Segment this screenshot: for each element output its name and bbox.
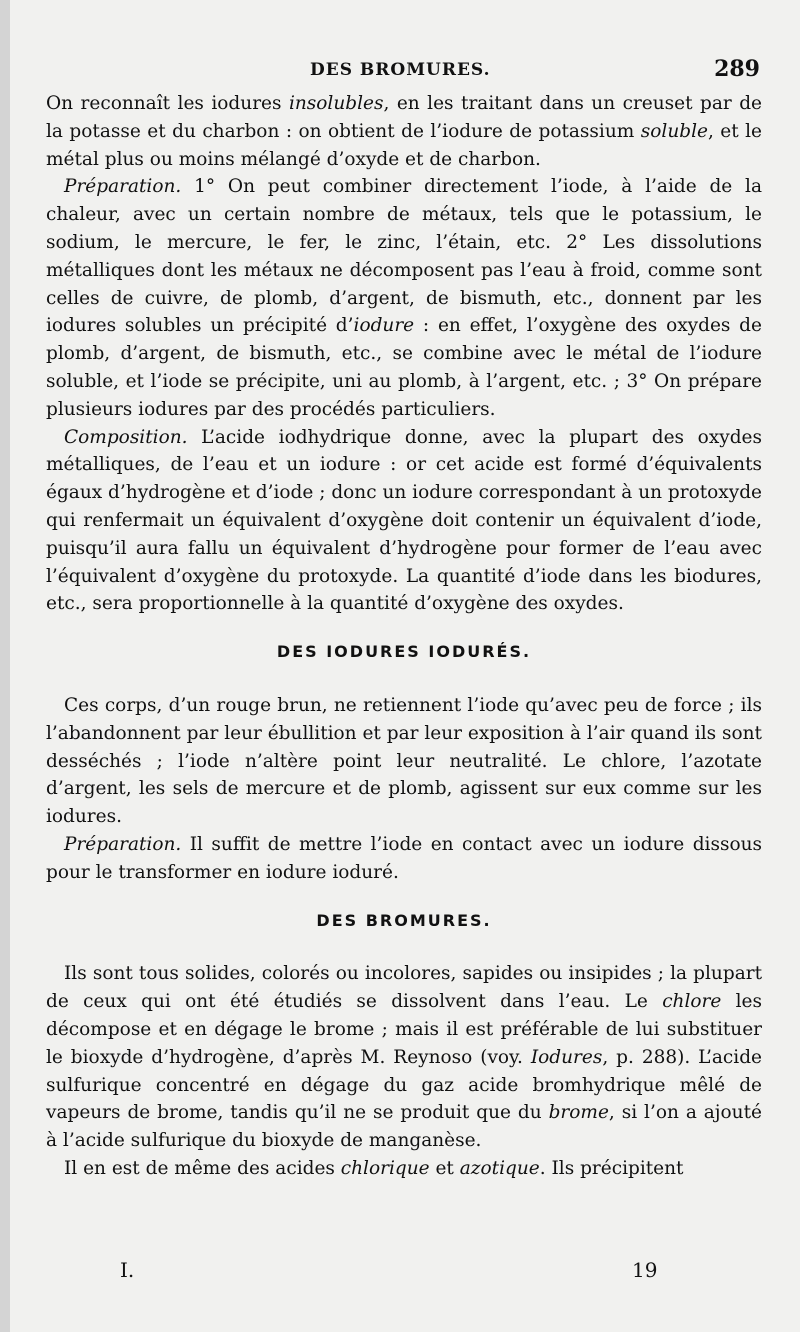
book-page (10, 0, 800, 1332)
paragraph-bromures-acids: Il en est de même des acides chlorique et azotique. Ils précipitent (64, 1157, 684, 1179)
paragraph-iodures-preparation: Préparation. Il suffit de mettre l’iode en contact avec un iodure dissous pour le transformer en iodure ioduré. (46, 833, 762, 883)
paragraph-composition: Composition. L’acide iodhydrique donne, avec la plupart des oxydes métalliques, de l’eau et un iodure : or cet acide est formé d’équivalents égaux d’hydrogène et d’iode ; donc un iodure correspondant à un protoxyde qui renfermait un équivalent d’oxygène doit contenir un équivalent d’iode, puisqu’il aura fallu un équivalent d’hydrogène pour former de l’eau avec l’équivalent d’oxygène du protoxyde. La quantité d’iode dans les biodures, etc., sera proportionnelle à la quantité d’oxygène des oxydes. (46, 426, 762, 615)
page-header (10, 56, 800, 86)
paragraph-label: Préparation. (64, 176, 182, 198)
italic-term: Iodures (530, 1046, 603, 1068)
italic-term: iodure (353, 315, 415, 337)
italic-term: azotique (459, 1157, 540, 1179)
paragraph-label: Préparation. (64, 833, 182, 855)
italic-term: insolubles (288, 93, 384, 114)
paragraph-iodures-properties: Ces corps, d’un rouge brun, ne retiennent l’iode qu’avec peu de force ; ils l’abandonnent par leur ébullition et par leur exposition à l’air quand ils sont desséchés ; l’iode n’altère point leur neutralité. Le chlore, l’azotate d’argent, les sels de mercure et de plomb, agissent sur eux comme sur les iodures. (46, 694, 762, 828)
italic-term: soluble (640, 120, 708, 142)
italic-term: chlore (662, 991, 722, 1013)
page-number: 289 (714, 56, 760, 82)
sheet-number: 19 (632, 1258, 658, 1282)
paragraph-bromures-properties: Ils sont tous solides, colorés ou incolores, sapides ou insipides ; la plupart de ceux qui ont été étudiés se dissolvent dans l’eau. Le chlore les décompose et en dégage le brome ; mais il est préférable de lui substituer le bioxyde d’hydrogène, d’après M. Reynoso (voy. Iodures, p. 288). L’acide sulfurique concentré en dégage du gaz acide bromhydrique mêlé de vapeurs de brome, tandis qu’il ne se produit que du brome, si l’on a ajouté à l’acide sulfurique du bioxyde de manganèse. (46, 963, 763, 1152)
body-text (46, 90, 762, 1183)
page-footer (10, 1258, 800, 1288)
paragraph-insoluble-iodides: On reconnaît les iodures insolubles, en les traitant dans un creuset par de la potasse et du charbon : on obtient de l’iodure de potassium soluble, et le métal plus ou moins mélangé d’oxyde et de charbon. (46, 93, 763, 170)
italic-term: chlorique (340, 1157, 430, 1179)
signature-mark: I. (120, 1258, 135, 1282)
paragraph-label: Composition. (64, 426, 188, 448)
section-heading-bromures: DES BROMURES. (316, 910, 492, 930)
section-heading-iodures-iodures: DES IODURES IODURÉS. (276, 642, 532, 662)
italic-term: brome (548, 1102, 609, 1124)
paragraph-preparation: Préparation. 1° On peut combiner directement l’iode, à l’aide de la chaleur, avec un certain nombre de métaux, tels que le potassium, le sodium, le mercure, le fer, le zinc, l’étain, etc. 2° Les dissolutions métalliques dont les métaux ne décomposent pas l’eau à froid, comme sont celles de cuivre, de plomb, d’argent, de bismuth, etc., donnent par les iodures solubles un précipité d’iodure : en effet, l’oxygène des oxydes de plomb, d’argent, de bismuth, etc., se combine avec le métal de l’iodure soluble, et l’iode se précipite, uni au plomb, à l’argent, etc. ; 3° On prépare plusieurs iodures par des procédés particuliers. (46, 176, 762, 420)
running-title: DES BROMURES. (310, 60, 491, 80)
